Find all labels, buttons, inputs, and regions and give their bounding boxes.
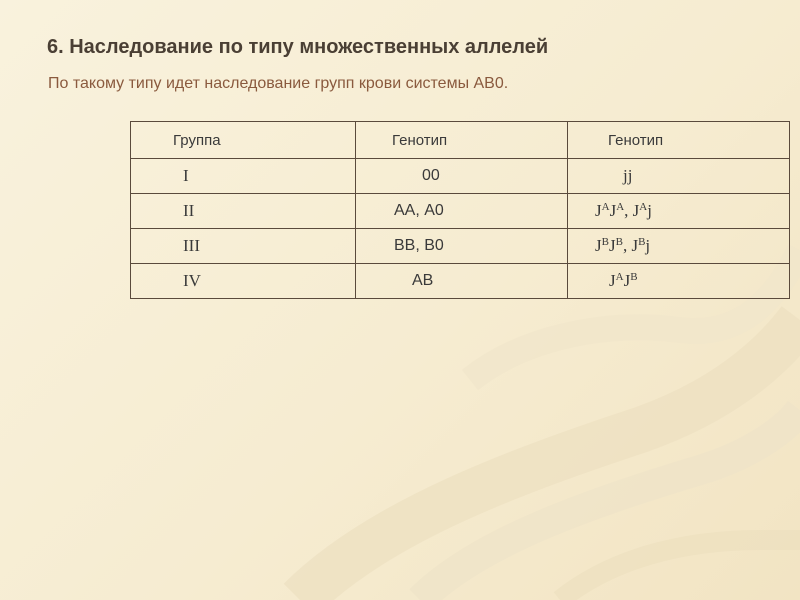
allele-superscript: B [615, 236, 623, 248]
allele-symbol: J [632, 201, 640, 220]
allele-superscript: B [630, 271, 638, 283]
slide-title: 6. Наследование по типу множественных аллелей [47, 36, 549, 58]
allele-symbol: j [623, 166, 628, 185]
allele-superscript: A [639, 201, 648, 213]
allele-superscript: B [638, 236, 646, 248]
table-row [131, 264, 790, 299]
group-cell: I [131, 159, 356, 194]
allele-symbol: J [595, 236, 602, 255]
genotype-cell: АВ [356, 264, 568, 299]
header-genotype: Генотип [356, 122, 568, 159]
allele-superscript: A [615, 271, 624, 283]
allele-symbol: j [645, 236, 651, 255]
genotype-cell: 00 [356, 159, 568, 194]
header-genotype-alleles: Генотип [568, 122, 790, 159]
allele-symbol: , [622, 236, 632, 255]
allele-cell [568, 159, 790, 194]
allele-symbol: J [623, 271, 631, 290]
allele-cell [568, 229, 790, 264]
allele-symbol: j [647, 201, 652, 220]
allele-symbol: , [624, 201, 633, 220]
group-cell: II [131, 194, 356, 229]
allele-cell [568, 264, 790, 299]
allele-symbol: J [609, 271, 616, 290]
table-header-row [131, 122, 790, 159]
allele-superscript: B [601, 236, 609, 248]
allele-symbol: J [608, 236, 616, 255]
allele-superscript: A [601, 201, 610, 213]
allele-symbol: j [627, 166, 633, 185]
genotype-cell: ВВ, В0 [356, 229, 568, 264]
allele-symbol: J [609, 201, 617, 220]
table-row [131, 159, 790, 194]
allele-symbol: J [595, 201, 602, 220]
slide-subtitle: По такому типу идет наследование групп крови системы АВ0. [48, 75, 509, 92]
blood-group-table [130, 121, 790, 299]
group-cell: III [131, 229, 356, 264]
table-row [131, 194, 790, 229]
allele-symbol: J [631, 236, 639, 255]
table-row [131, 229, 790, 264]
genotype-cell: АА, А0 [356, 194, 568, 229]
allele-cell [568, 194, 790, 229]
allele-superscript: A [616, 201, 625, 213]
group-cell: IV [131, 264, 356, 299]
header-group: Группа [131, 122, 356, 159]
